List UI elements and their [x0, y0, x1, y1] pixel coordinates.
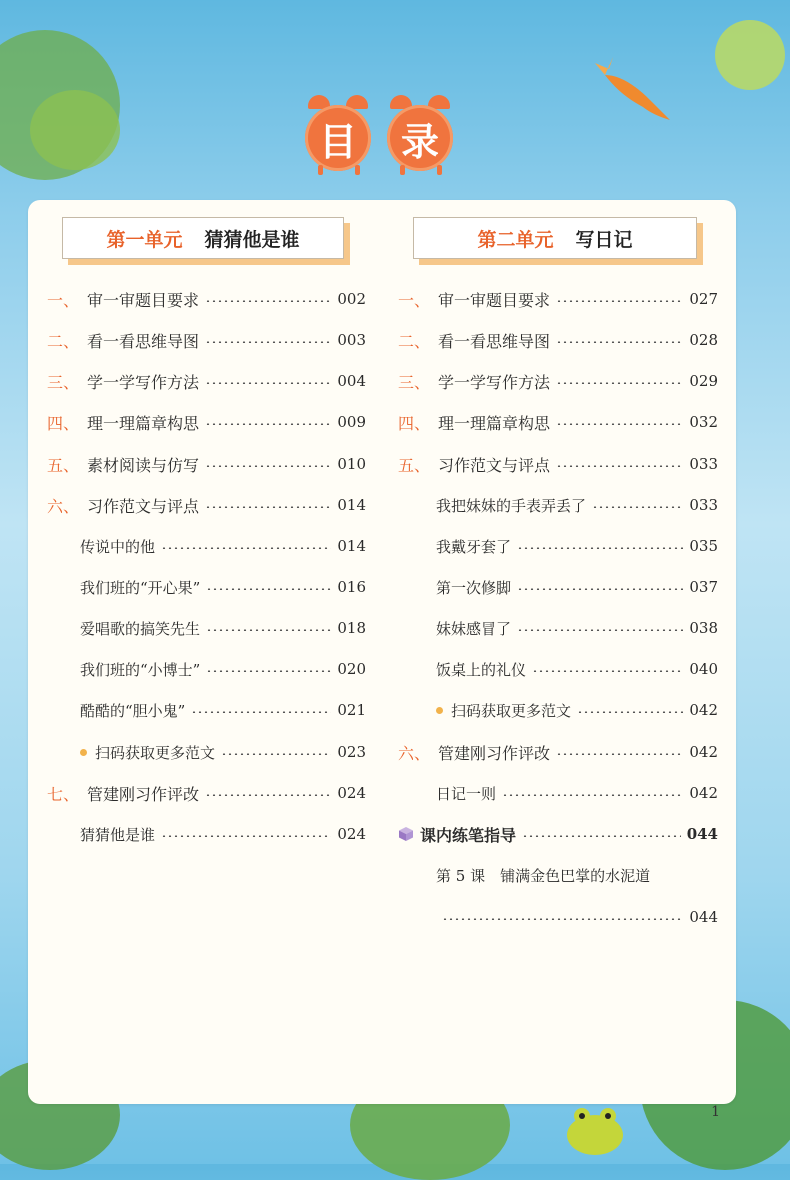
lily-pad	[715, 20, 785, 90]
dot-leader	[517, 547, 683, 549]
dot-leader	[556, 341, 683, 343]
entry-title: 习作范文与评点	[438, 455, 551, 475]
page-ref: 014	[337, 537, 366, 555]
entry-number: 三、	[47, 372, 80, 392]
page-ref: 024	[337, 784, 366, 802]
unit-label: 第一单元	[106, 228, 183, 251]
entry-title: 素材阅读与仿写	[87, 455, 200, 475]
entry-title: 管建刚习作评改	[87, 784, 200, 804]
cube-icon	[398, 826, 414, 842]
toc-entry[interactable]	[436, 781, 718, 805]
dot-leader	[206, 588, 331, 590]
dot-leader	[161, 547, 331, 549]
bullet-dot-icon	[80, 749, 87, 756]
unit-label: 第二单元	[477, 228, 554, 251]
page-ref: 035	[689, 537, 718, 555]
toc-entry[interactable]	[436, 698, 718, 722]
entry-title: 审一审题目要求	[87, 290, 200, 310]
dot-leader	[205, 794, 331, 796]
dot-leader	[556, 753, 683, 755]
dot-leader	[577, 711, 683, 713]
toc-entry[interactable]	[80, 657, 366, 681]
entry-title: 第一次修脚	[436, 578, 512, 597]
page-ref: 014	[337, 496, 366, 514]
page-ref: 021	[337, 701, 366, 719]
dot-leader	[206, 670, 331, 672]
entry-title: 习作范文与评点	[87, 496, 200, 516]
page-ref: 003	[337, 331, 366, 349]
entry-title: 妹妹感冒了	[436, 619, 512, 638]
toc-entry[interactable]	[80, 534, 366, 558]
dot-leader	[532, 670, 683, 672]
dot-leader	[517, 629, 683, 631]
page-ref: 032	[689, 413, 718, 431]
entry-title: 我戴牙套了	[436, 537, 512, 556]
toc-entry[interactable]	[398, 369, 718, 393]
title-char-1: 目	[305, 105, 371, 171]
page-ref: 020	[337, 660, 366, 678]
entry-title: 扫码获取更多范文	[95, 743, 216, 762]
entry-title: 课内练笔指导	[420, 825, 517, 845]
entry-title: 酷酷的“胆小鬼”	[80, 701, 186, 720]
entry-title: 学一学写作方法	[438, 372, 551, 392]
toc-entry[interactable]	[436, 905, 718, 929]
entry-title: 理一理篇章构思	[87, 413, 200, 433]
entry-number: 一、	[47, 290, 80, 310]
page-ref: 029	[689, 372, 718, 390]
entry-number: 三、	[398, 372, 431, 392]
page-ref: 038	[689, 619, 718, 637]
entry-number: 二、	[47, 331, 80, 351]
page-ref: 002	[337, 290, 366, 308]
unit-name: 写日记	[575, 228, 633, 251]
entry-title: 学一学写作方法	[87, 372, 200, 392]
toc-entry[interactable]	[47, 410, 366, 434]
entry-title: 理一理篇章构思	[438, 413, 551, 433]
unit-header-2	[413, 217, 697, 259]
entry-number: 七、	[47, 784, 80, 804]
dot-leader	[522, 835, 681, 837]
title-char-2: 录	[387, 105, 453, 171]
toc-entry[interactable]	[398, 287, 718, 311]
toc-entry[interactable]	[47, 781, 366, 805]
frog-icon	[560, 1100, 630, 1160]
page-ref: 028	[689, 331, 718, 349]
dot-leader	[191, 711, 331, 713]
entry-number: 六、	[47, 496, 80, 516]
page-ref: 016	[337, 578, 366, 596]
page-ref: 033	[689, 455, 718, 473]
toc-entry[interactable]	[47, 328, 366, 352]
entry-title: 第 5 课 铺满金色巴掌的水泥道	[436, 866, 651, 885]
toc-entry[interactable]	[47, 287, 366, 311]
entry-title: 管建刚习作评改	[438, 743, 551, 763]
toc-title	[300, 95, 460, 185]
entry-title: 我们班的“小博士”	[80, 660, 201, 679]
toc-entry[interactable]	[80, 822, 366, 846]
page-ref: 004	[337, 372, 366, 390]
page-ref: 042	[689, 784, 718, 802]
dot-leader	[205, 423, 331, 425]
page-ref: 033	[689, 496, 718, 514]
entry-number: 四、	[398, 413, 431, 433]
lily-pad	[30, 90, 120, 170]
dot-leader	[442, 918, 683, 920]
page-ref: 024	[337, 825, 366, 843]
entry-title: 爱唱歌的搞笑先生	[80, 619, 201, 638]
entry-title: 猜猜他是谁	[80, 825, 156, 844]
dot-leader	[205, 382, 331, 384]
unit-header-1	[62, 217, 344, 259]
toc-entry[interactable]	[80, 575, 366, 599]
entry-title: 饭桌上的礼仪	[436, 660, 527, 679]
dot-leader	[205, 465, 331, 467]
entry-title: 日记一则	[436, 784, 497, 803]
page-ref: 037	[689, 578, 718, 596]
dot-leader	[592, 506, 683, 508]
unit-name: 猜猜他是谁	[204, 228, 300, 251]
entry-number: 一、	[398, 290, 431, 310]
toc-entry[interactable]	[398, 822, 718, 846]
toc-entry[interactable]	[47, 493, 366, 517]
toc-entry[interactable]	[436, 575, 718, 599]
entry-title: 看一看思维导图	[438, 331, 551, 351]
entry-title: 我把妹妹的手表弄丢了	[436, 496, 587, 515]
toc-entry[interactable]	[80, 740, 366, 764]
entry-number: 二、	[398, 331, 431, 351]
toc-entry[interactable]	[47, 452, 366, 476]
dot-leader	[161, 835, 331, 837]
dot-leader	[221, 753, 331, 755]
toc-entry[interactable]	[80, 616, 366, 640]
page-ref: 023	[337, 743, 366, 761]
dot-leader	[205, 506, 331, 508]
page-ref: 044	[686, 825, 718, 843]
toc-entry[interactable]	[47, 369, 366, 393]
page-ref: 044	[689, 908, 718, 926]
page-ref: 018	[337, 619, 366, 637]
toc-entry[interactable]	[436, 493, 718, 517]
page-ref: 010	[337, 455, 366, 473]
bullet-dot-icon	[436, 707, 443, 714]
page-number: 1	[711, 1104, 720, 1120]
page-ref: 027	[689, 290, 718, 308]
entry-number: 五、	[47, 455, 80, 475]
dot-leader	[205, 341, 331, 343]
dot-leader	[556, 423, 683, 425]
entry-title: 我们班的“开心果”	[80, 578, 201, 597]
entry-number: 六、	[398, 743, 431, 763]
toc-entry[interactable]	[398, 410, 718, 434]
dot-leader	[502, 794, 683, 796]
entry-title: 看一看思维导图	[87, 331, 200, 351]
entry-title: 扫码获取更多范文	[451, 701, 572, 720]
dot-leader	[517, 588, 683, 590]
dot-leader	[556, 382, 683, 384]
dot-leader	[205, 300, 331, 302]
toc-entry[interactable]	[80, 698, 366, 722]
page-ref: 040	[689, 660, 718, 678]
dot-leader	[206, 629, 331, 631]
toc-entry[interactable]	[436, 616, 718, 640]
toc-entry[interactable]	[436, 534, 718, 558]
toc-entry[interactable]	[436, 863, 718, 887]
entry-number: 四、	[47, 413, 80, 433]
entry-title: 传说中的他	[80, 537, 156, 556]
entry-number: 五、	[398, 455, 431, 475]
page-ref: 042	[689, 743, 718, 761]
toc-entry[interactable]	[436, 657, 718, 681]
fish-icon	[595, 55, 675, 125]
toc-entry[interactable]	[398, 740, 718, 764]
dot-leader	[556, 300, 683, 302]
page-ref: 042	[689, 701, 718, 719]
toc-entry[interactable]	[398, 452, 718, 476]
dot-leader	[556, 465, 683, 467]
entry-title: 审一审题目要求	[438, 290, 551, 310]
page-ref: 009	[337, 413, 366, 431]
toc-entry[interactable]	[398, 328, 718, 352]
